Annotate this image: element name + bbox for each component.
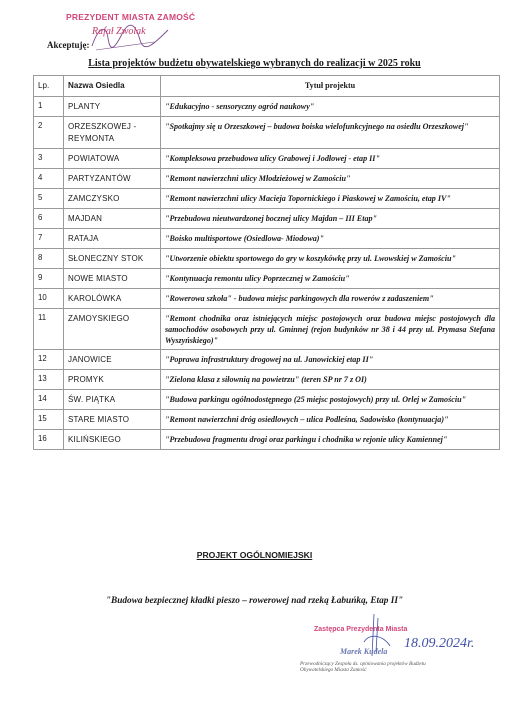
row-number: 7 [34,229,64,249]
office-stamp-signature: Rafał Zwolak [92,26,146,37]
table-row [34,269,500,289]
project-title: "Kompleksowa przebudowa ulicy Grabowej i Jodłowej - etap II" [161,149,500,169]
table-row [34,169,500,189]
row-number: 12 [34,350,64,370]
row-number: 9 [34,269,64,289]
table-row [34,229,500,249]
table-row [34,410,500,430]
project-title: "Przebudowa nieutwardzonej bocznej ulicy Majdan – III Etap" [161,209,500,229]
row-number: 6 [34,209,64,229]
table-row [34,209,500,229]
estate-name: SŁONECZNY STOK [64,249,161,269]
estate-name: ŚW. PIĄTKA [64,390,161,410]
project-title: "Remont nawierzchni dróg osiedlowych – ulica Podleśna, Sadowisko (kontynuacja)" [161,410,500,430]
project-title: "Spotkajmy się u Orzeszkowej – budowa boiska wielofunkcyjnego na osiedlu Orzeszkowej" [161,117,500,149]
estate-name: STARE MIASTO [64,410,161,430]
row-number: 16 [34,430,64,450]
estate-name: POWIATOWA [64,149,161,169]
estate-name: PARTYZANTÓW [64,169,161,189]
project-title: "Remont nawierzchni ulicy Młodzieżowej w Zamościu" [161,169,500,189]
deputy-stamp-name: Marek Kudela [340,647,388,656]
table-row [34,309,500,350]
project-title: "Utworzenie obiektu sportowego do gry w koszykówkę przy ul. Lwowskiej w Zamościu" [161,249,500,269]
row-number: 10 [34,289,64,309]
row-number: 4 [34,169,64,189]
table-row [34,350,500,370]
table-row [34,149,500,169]
table-row [34,117,500,149]
project-title: "Remont nawierzchni ulicy Macieja Topornickiego i Piaskowej w Zamościu, etap IV" [161,189,500,209]
column-header-lp: Lp. [34,76,64,97]
project-title: "Zielona klasa z siłownią na powietrzu" (teren SP nr 7 z OI) [161,370,500,390]
row-number: 8 [34,249,64,269]
column-header-estate: Nazwa Osiedla [64,76,161,97]
signature-date: 18.09.2024r. [404,636,475,651]
table-header-row [34,76,500,97]
general-project-title: "Budowa bezpiecznej kładki pieszo – rowerowej nad rzeką Łabuńką, Etap II" [105,596,404,606]
estate-name: PROMYK [64,370,161,390]
table-row [34,390,500,410]
estate-name: ZAMOYSKIEGO [64,309,161,350]
table-row [34,97,500,117]
row-number: 11 [34,309,64,350]
deputy-stamp-role: Zastępca Prezydenta Miasta [314,626,408,633]
estate-name: KILIŃSKIEGO [64,430,161,450]
row-number: 13 [34,370,64,390]
estate-name: NOWE MIASTO [64,269,161,289]
estate-name: PLANTY [64,97,161,117]
committee-caption: Przewodniczący Zespołu ds. opiniowania projektów Budżetu Obywatelskiego Miasta Zamość [300,661,426,674]
project-title: "Boisko multisportowe (Osiedlowa- Miodowa)" [161,229,500,249]
office-stamp: PREZYDENT MIASTA ZAMOŚĆ [66,12,196,22]
general-project-heading: PROJEKT OGÓLNOMIEJSKI [196,550,313,560]
estate-name: ZAMCZYSKO [64,189,161,209]
row-number: 5 [34,189,64,209]
row-number: 15 [34,410,64,430]
row-number: 2 [34,117,64,149]
table-row [34,370,500,390]
project-title: "Przebudowa fragmentu drogi oraz parkingu i chodnika w rejonie ulicy Kamiennej" [161,430,500,450]
estate-name: KAROLÓWKA [64,289,161,309]
accept-label: Akceptuję: [47,40,90,50]
estate-name: MAJDAN [64,209,161,229]
document-title: Lista projektów budżetu obywatelskiego wybranych do realizacji w 2025 roku [88,58,421,69]
project-title: "Edukacyjno - sensoryczny ogród naukowy" [161,97,500,117]
project-title: "Rowerowa szkoła" - budowa miejsc parkingowych dla rowerów z zadaszeniem" [161,289,500,309]
estate-name: ORZESZKOWEJ - REYMONTA [64,117,161,149]
project-title: "Kontynuacja remontu ulicy Poprzecznej w Zamościu" [161,269,500,289]
estate-name: JANOWICE [64,350,161,370]
row-number: 3 [34,149,64,169]
table-row [34,249,500,269]
projects-table [33,75,500,450]
estate-name: RATAJA [64,229,161,249]
row-number: 1 [34,97,64,117]
table-row [34,289,500,309]
project-title: "Budowa parkingu ogólnodostępnego (25 miejsc postojowych) przy ul. Orlej w Zamościu" [161,390,500,410]
project-title: "Remont chodnika oraz istniejących miejsc postojowych oraz budowa miejsc postojowych dla samochodów osobowych przy ul. Gminnej (rejon budynków nr 38 i 44 przy ul. Prymasa Stefana Wyszyńskiego)" [161,309,500,350]
table-row [34,430,500,450]
project-title: "Poprawa infrastruktury drogowej na ul. Janowickiej etap II" [161,350,500,370]
row-number: 14 [34,390,64,410]
table-row [34,189,500,209]
column-header-title: Tytuł projektu [161,76,500,97]
